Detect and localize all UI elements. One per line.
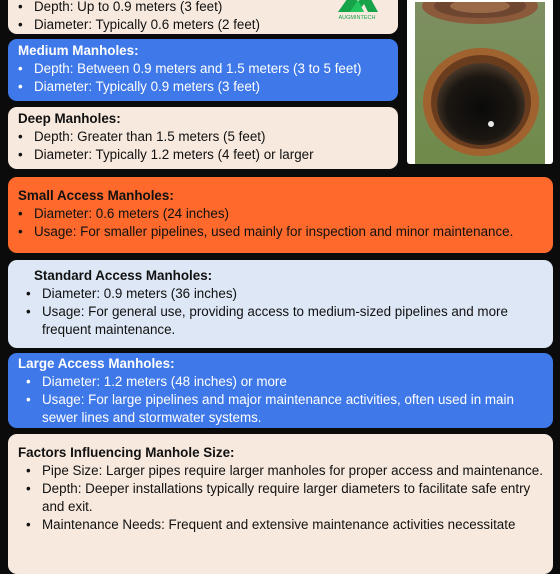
deep-manholes-title: Deep Manholes: [18,111,121,126]
list-item: • Diameter: 1.2 meters (48 inches) or more [26,373,543,391]
medium-manholes-list [18,60,388,96]
shallow-manholes-card [8,0,398,34]
factors-list [18,462,543,534]
logo-text: AUGMINTECH [338,15,376,20]
list-item: • Maintenance Needs: Frequent and extensive maintenance activities necessitate [26,516,543,534]
large-access-manholes-list [18,373,543,427]
augmintech-logo [330,0,384,20]
deep-manholes-list [18,128,388,164]
medium-manholes-title: Medium Manholes: [18,43,139,58]
list-item: • Depth: Deeper installations typically require larger diameters to facilitate safe entry and exit. [26,480,543,516]
large-access-manholes-title: Large Access Manholes: [18,356,175,371]
medium-manholes-card [8,39,398,101]
list-item: • Depth: Up to 0.9 meters (3 feet) [18,0,388,16]
factors-title: Factors Influencing Manhole Size: [18,445,235,460]
small-access-manholes-list [18,205,543,241]
factors-card [8,434,553,574]
small-access-manholes-card [8,177,553,253]
small-access-manholes-title: Small Access Manholes: [18,188,174,203]
standard-access-manholes-title: Standard Access Manholes: [34,268,213,283]
list-item: • Usage: For general use, providing access to medium-sized pipelines and more frequent maintenance. [26,303,543,339]
list-item: • Diameter: 0.9 meters (36 inches) [26,285,543,303]
manhole-photo [407,0,553,164]
manhole-image [415,2,545,164]
list-item: • Diameter: Typically 1.2 meters (4 feet) or larger [18,146,388,164]
list-item: • Diameter: 0.6 meters (24 inches) [18,205,543,223]
large-access-manholes-card [8,353,553,428]
list-item: • Depth: Greater than 1.5 meters (5 feet) [18,128,388,146]
standard-access-manholes-list [26,285,543,339]
list-item: • Usage: For large pipelines and major maintenance activities, often used in main sewer lines and stormwater systems. [26,391,543,427]
list-item: • Diameter: Typically 0.6 meters (2 feet) [18,16,388,34]
list-item: • Pipe Size: Larger pipes require larger manholes for proper access and maintenance. [26,462,543,480]
list-item: • Diameter: Typically 0.9 meters (3 feet) [18,78,388,96]
list-item: • Depth: Between 0.9 meters and 1.5 meters (3 to 5 feet) [18,60,388,78]
standard-access-manholes-card [8,260,553,348]
deep-manholes-card [8,107,398,169]
list-item: • Usage: For smaller pipelines, used mainly for inspection and minor maintenance. [18,223,543,241]
